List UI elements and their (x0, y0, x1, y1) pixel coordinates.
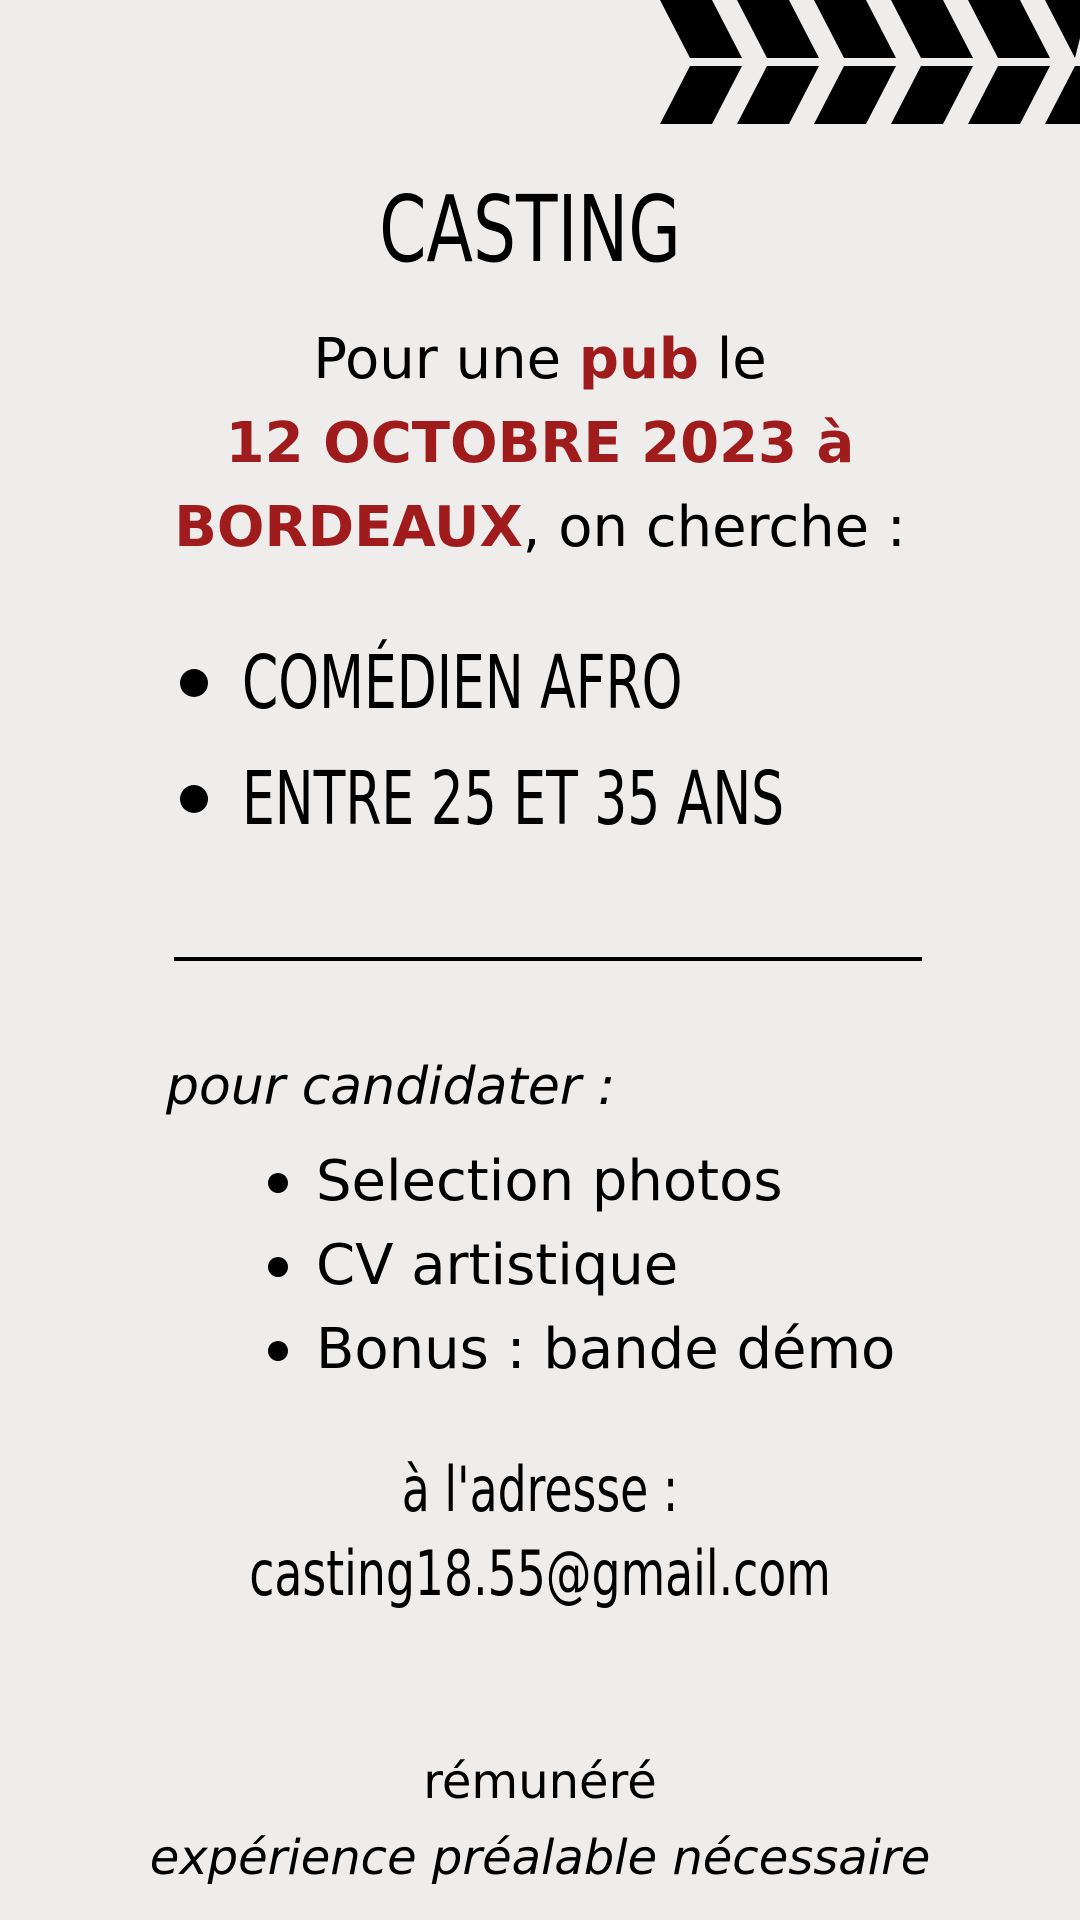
profile-list (170, 625, 937, 857)
intro-highlight-city: BORDEAUX (174, 495, 523, 560)
bullet-icon (268, 1257, 288, 1277)
list-item (262, 1308, 895, 1392)
footer (0, 1744, 1080, 1896)
profile-item-label: COMÉDIEN AFRO (242, 640, 683, 726)
paid-note: rémunéré (423, 1754, 657, 1810)
contact-email: casting18.55@gmail.com (249, 1537, 831, 1610)
contact-label: à l'adresse : (401, 1453, 679, 1526)
application-item-label: CV artistique (316, 1233, 679, 1298)
bullet-icon (180, 785, 208, 813)
list-item (262, 1224, 895, 1308)
intro-part-2: le (698, 327, 767, 392)
list-item (170, 741, 937, 857)
bullet-icon (268, 1173, 288, 1193)
application-item-label: Selection photos (316, 1149, 783, 1214)
divider (174, 957, 922, 961)
apply-label: pour candidater : (166, 1057, 616, 1117)
experience-note: expérience préalable nécessaire (149, 1830, 931, 1886)
intro-part-3: , on cherche : (522, 495, 906, 560)
list-item (262, 1140, 895, 1224)
bullet-icon (180, 669, 208, 697)
intro-line-1 (0, 318, 1080, 402)
intro-line-3 (0, 486, 1080, 570)
list-item (170, 625, 937, 741)
intro-line-2 (0, 402, 1080, 486)
bullet-icon (268, 1341, 288, 1361)
contact-block (0, 1448, 1080, 1616)
application-item-label: Bonus : bande démo (316, 1317, 896, 1382)
clapperboard-stripes-icon (660, 0, 1080, 126)
intro-part-1: Pour une (313, 327, 579, 392)
page-title: CASTING (379, 176, 681, 283)
intro-text (0, 318, 1080, 570)
application-list (262, 1140, 895, 1392)
profile-item-label: ENTRE 25 ET 35 ANS (242, 756, 785, 842)
intro-highlight-date: 12 OCTOBRE 2023 à (225, 411, 855, 476)
intro-highlight-pub: pub (578, 327, 699, 392)
